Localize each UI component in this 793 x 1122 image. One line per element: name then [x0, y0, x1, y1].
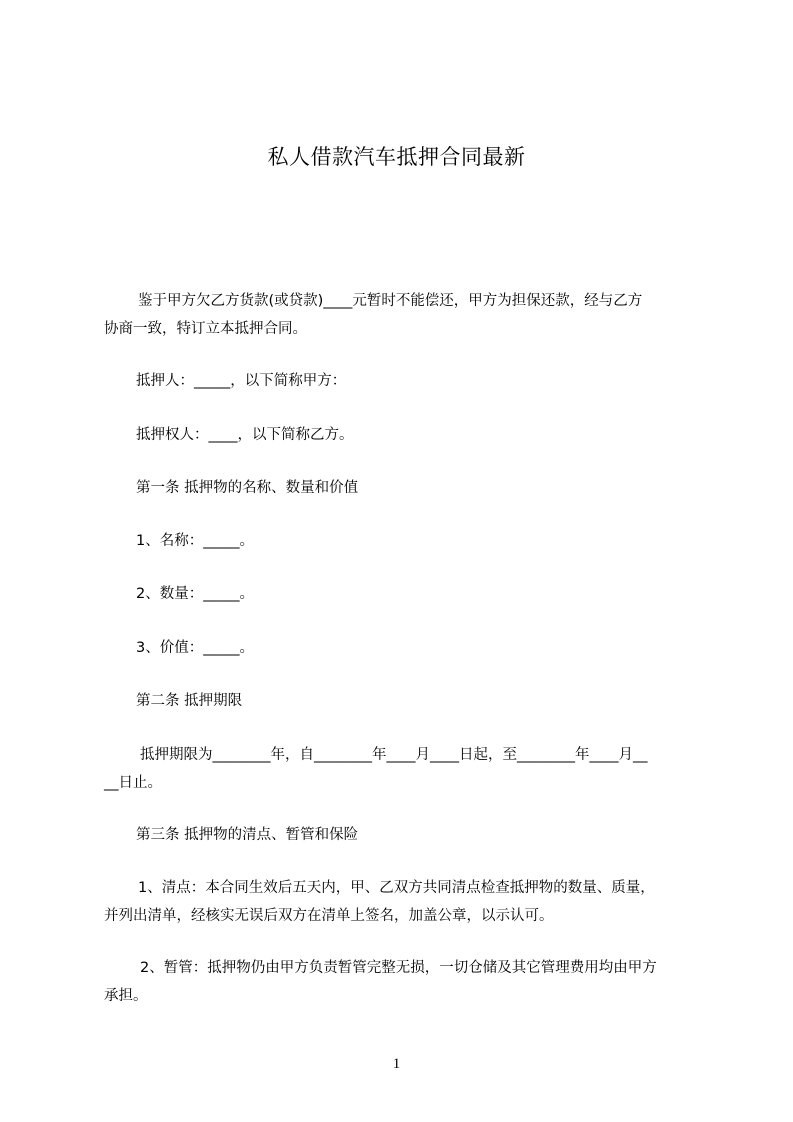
page-number: 1: [392, 1056, 401, 1072]
paragraph-line: 3、价值：_____。: [136, 640, 254, 656]
list-item-name: [104, 527, 708, 555]
paragraph-line: 抵押权人：____，以下简称乙方。: [136, 427, 354, 443]
list-item-quantity: [104, 580, 708, 608]
paragraph-line: 1、清点：本合同生效后五天内，甲、乙双方共同清点检查抵押物的数量、质量，: [138, 880, 655, 896]
section-heading-article-3: [104, 821, 708, 849]
paragraph-preamble: [104, 287, 708, 343]
paragraph-line: 1、名称：_____。: [136, 533, 254, 549]
paragraph-line: 鉴于甲方欠乙方货款(或贷款)____元暂时不能偿还，甲方为担保还款，经与乙方: [138, 293, 643, 309]
paragraph-term: [104, 741, 708, 797]
paragraph-line: 2、暂管：抵押物仍由甲方负责暂管完整无损，一切仓储及其它管理费用均由甲方: [140, 960, 657, 976]
paragraph-line: 协商一致，特订立本抵押合同。: [104, 321, 307, 337]
paragraph-line: 承担。: [104, 988, 148, 1004]
section-heading-article-1: [104, 474, 708, 502]
paragraph-line: 并列出清单，经核实无误后双方在清单上签名，加盖公章，以示认可。: [104, 908, 554, 924]
paragraph-line: 第三条 抵押物的清点、暂管和保险: [136, 827, 359, 843]
section-heading-article-2: [104, 687, 708, 715]
document-title: 私人借款汽车抵押合同最新: [267, 145, 526, 169]
paragraph-line: 2、数量：_____。: [136, 586, 254, 602]
paragraph-line: 抵押期限为________年，自________年____月____日起，至________年____月__: [140, 747, 648, 763]
paragraph-line: 抵押人：_____，以下简称甲方：: [136, 373, 347, 389]
paragraph-line: 第二条 抵押期限: [136, 693, 243, 709]
paragraph-custody: [104, 954, 708, 1010]
list-item-value: [104, 634, 708, 662]
paragraph-line: __日止。: [104, 775, 162, 791]
paragraph-line: 第一条 抵押物的名称、数量和价值: [136, 480, 359, 496]
paragraph-inventory: [104, 874, 708, 930]
paragraph-mortgagee: [104, 421, 708, 449]
paragraph-mortgagor: [104, 367, 708, 395]
